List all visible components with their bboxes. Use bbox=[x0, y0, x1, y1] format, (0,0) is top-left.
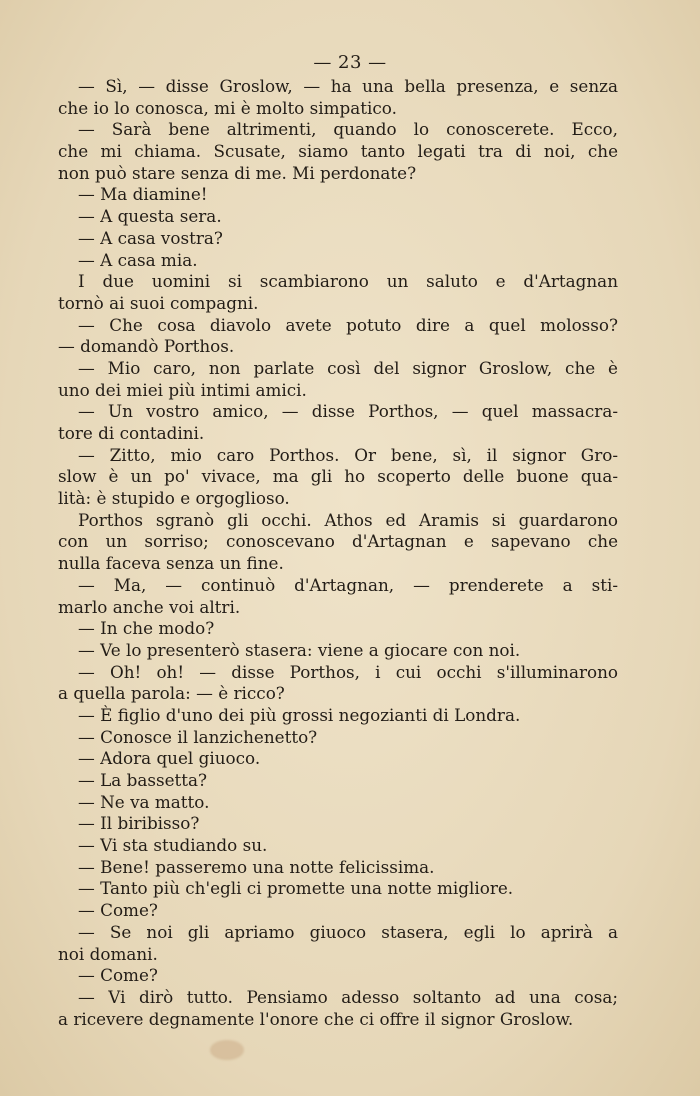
text-line: a quella parola: — è ricco? bbox=[58, 683, 285, 704]
text-line: — Sì, — disse Groslow, — ha una bella presenza, e senza bbox=[78, 76, 618, 96]
text-line: — A casa mia. bbox=[78, 249, 198, 270]
text-line: — Zitto, mio caro Porthos. Or bene, sì, il signor Gro- bbox=[78, 444, 618, 465]
text-line: — A questa sera. bbox=[78, 206, 222, 227]
text-line: I due uomini si scambiarono un saluto e d'Artagnan bbox=[78, 271, 618, 292]
body-text bbox=[58, 76, 618, 1030]
text-line: — Ne va matto. bbox=[78, 791, 210, 812]
paper-stain bbox=[210, 1040, 244, 1060]
text-line: — Come? bbox=[78, 900, 158, 921]
text-line: — A casa vostra? bbox=[78, 227, 223, 248]
text-line: — Un vostro amico, — disse Porthos, — quel massacra- bbox=[78, 401, 618, 422]
text-line: — Ma, — continuò d'Artagnan, — prenderete a sti- bbox=[78, 574, 618, 595]
text-line: — Se noi gli apriamo giuoco stasera, egli lo aprirà a bbox=[78, 921, 618, 942]
text-line: — Tanto più ch'egli ci promette una notte migliore. bbox=[78, 878, 514, 899]
text-line: uno dei miei più intimi amici. bbox=[58, 379, 307, 400]
text-line: — Conosce il lanzichenetto? bbox=[78, 726, 318, 747]
text-line: — Ma diamine! bbox=[78, 184, 208, 205]
text-line: — Sarà bene altrimenti, quando lo conoscerete. Ecco, bbox=[78, 119, 618, 140]
text-line: lità: è stupido e orgoglioso. bbox=[58, 488, 290, 509]
page-number: — 23 — bbox=[313, 52, 387, 73]
text-line: — Il biribisso? bbox=[78, 813, 200, 834]
text-line: tore di contadini. bbox=[58, 423, 205, 443]
text-line: noi domani. bbox=[58, 943, 158, 964]
text-line: — È figlio d'uno dei più grossi negozianti di Londra. bbox=[78, 704, 521, 725]
text-line: nulla faceva senza un fine. bbox=[58, 553, 284, 574]
text-line: — Che cosa diavolo avete potuto dire a quel molosso? bbox=[78, 314, 618, 335]
text-line: che io lo conosca, mi è molto simpatico. bbox=[58, 97, 397, 118]
text-line: — domandò Porthos. bbox=[58, 336, 235, 357]
text-line: — Adora quel giuoco. bbox=[78, 748, 261, 769]
text-line: — In che modo? bbox=[78, 618, 215, 639]
text-line: con un sorriso; conoscevano d'Artagnan e sapevano che bbox=[58, 531, 618, 552]
text-line: — Bene! passeremo una notte felicissima. bbox=[78, 856, 435, 877]
text-line: che mi chiama. Scusate, siamo tanto legati tra di noi, che bbox=[58, 141, 618, 162]
text-line: — La bassetta? bbox=[78, 770, 207, 790]
text-line: — Come? bbox=[78, 965, 158, 986]
text-line: tornò ai suoi compagni. bbox=[58, 292, 259, 313]
text-line: — Oh! oh! — disse Porthos, i cui occhi s'illuminarono bbox=[78, 661, 618, 682]
text-line: — Vi sta studiando su. bbox=[78, 835, 268, 856]
text-line: marlo anche voi altri. bbox=[58, 596, 241, 617]
text-line: slow è un po' vivace, ma gli ho scoperto delle buone qua- bbox=[58, 466, 618, 487]
text-line: — Mio caro, non parlate così del signor Groslow, che è bbox=[78, 357, 618, 378]
text-line: non può stare senza di me. Mi perdonate? bbox=[58, 162, 417, 183]
text-line: Porthos sgranò gli occhi. Athos ed Aramis si guardarono bbox=[78, 509, 618, 530]
text-line: — Ve lo presenterò stasera: viene a giocare con noi. bbox=[78, 639, 521, 660]
text-line: — Vi dirò tutto. Pensiamo adesso soltanto ad una cosa; bbox=[78, 986, 618, 1007]
text-line: a ricevere degnamente l'onore che ci offre il signor Groslow. bbox=[58, 1008, 574, 1029]
